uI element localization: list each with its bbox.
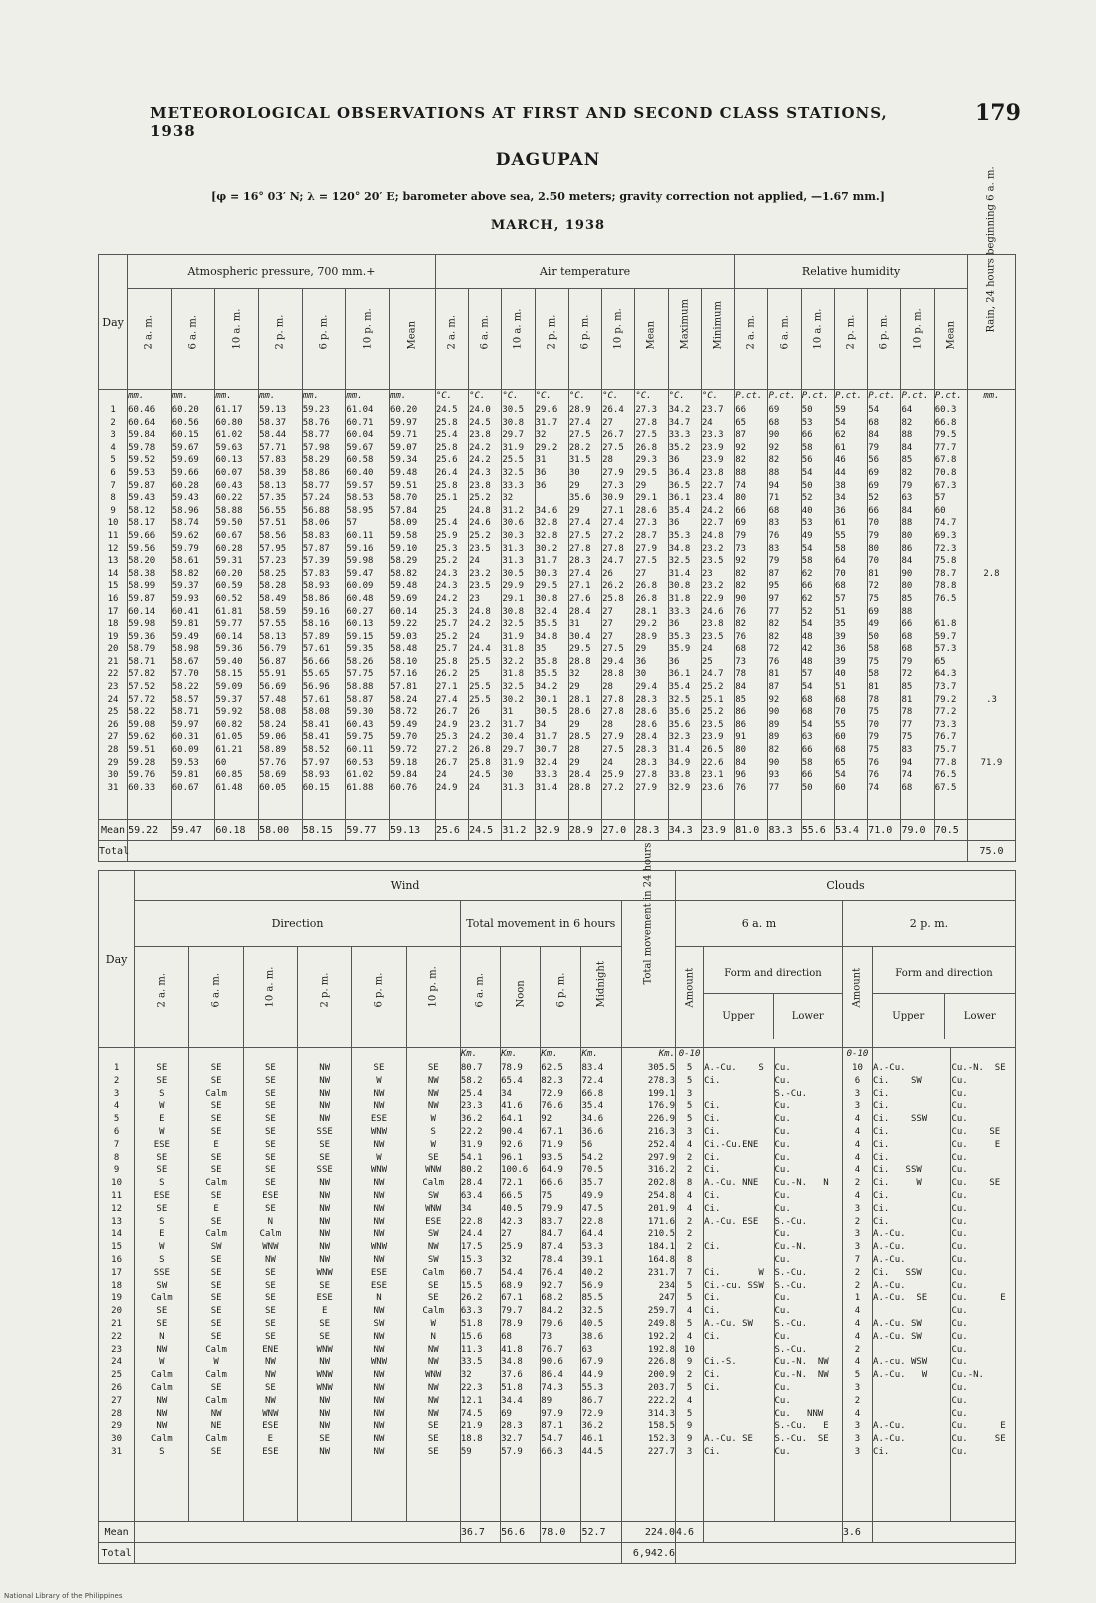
col-header: Midnight [581, 947, 621, 1048]
mean-value: 34.3 [668, 820, 701, 841]
humidity-6am: P.ct. 69 68 90 92 82 88 94 71 68 83 76 83 79 87 95 97 77 82 82 72 76 81 87 92 90 89 89 82 90 93 77 [768, 390, 801, 820]
mean-value: 59.47 [171, 820, 215, 841]
mean-value: 28.9 [568, 820, 601, 841]
col-header: 2 p. m. [834, 289, 867, 390]
mean-value: 27.0 [602, 820, 635, 841]
col-header: 10 a. m. [215, 289, 259, 390]
col-header: 6 a. m. [460, 947, 500, 1048]
station-name: DAGUPAN [495, 150, 601, 170]
clouds-2pm-upper: A.-Cu. Ci. SW Ci. Ci. Ci. SSW Ci. Ci. Ci. Ci. SSW Ci. W Ci. Ci. Ci. A.-Cu. A.-Cu. A.-Cu. Ci. SSW A.-Cu. A.-Cu. SE A.-Cu. SW A.-Cu. SW A.-cu. WSW A.-Cu. W A.-Cu. A.-Cu. Ci. [873, 1048, 951, 1522]
library-footer: National Library of the Philippines [4, 1592, 123, 1600]
movement24-header: Total movement in 24 hours [621, 901, 675, 1048]
clouds-group-header: Clouds [676, 871, 1016, 901]
humidity-10am: P.ct. 50 53 66 58 56 54 50 52 40 53 49 54 58 62 66 62 52 54 48 42 48 57 54 68 68 54 63 66 58 66 50 [801, 390, 834, 820]
mean-value: 55.6 [801, 820, 834, 841]
col-header: 6 p. m. [541, 947, 581, 1048]
mean-value: 78.0 [541, 1522, 581, 1543]
amount-header: Amount [676, 947, 704, 1048]
col-header: 2 p. m. [535, 289, 568, 390]
lower-header: Lower [963, 1011, 996, 1022]
rain-header: Rain, 24 hours beginning 6 a. m. [967, 255, 1015, 390]
mean-value: 31.2 [502, 820, 535, 841]
wind-dir-10am: SE SE SE SE SE SE SE SE SE SE ESE SE N Calm WNW NW SE SE SE SE SE SE ENE NW NW SE NW WNW ESE E ESE [243, 1048, 297, 1522]
clouds-6am-lower: Cu. Cu. S.-Cu. Cu. Cu. Cu. Cu. Cu. Cu. Cu.-N. N Cu. Cu. S.-Cu. Cu. Cu.-N. Cu. S.-Cu. S.-Cu. Cu. Cu. S.-Cu. Cu. S.-Cu. Cu.-N. NW Cu.-N. NW Cu. Cu. Cu. NNW S.-Cu. E S.-Cu. SE Cu. [774, 1048, 842, 1522]
col-header: 2 a. m. [435, 289, 468, 390]
mean-value: 59.13 [390, 820, 436, 841]
page-title: METEOROLOGICAL OBSERVATIONS AT FIRST AND SECOND CLASS STATIONS, 1938 [150, 104, 888, 140]
mean-value: 60.18 [215, 820, 259, 841]
mean-value: 24.5 [469, 820, 502, 841]
movement-noon: Km. 78.9 65.4 34 41.6 64.1 90.4 92.6 96.1 100.6 72.1 66.5 40.5 42.3 27 25.9 32 54.4 68.9 67.1 79.7 78.9 68 41.8 34.8 37.6 51.8 34.4 69 28.3 32.7 57.9 [501, 1048, 541, 1522]
col-header: 10 a. m. [801, 289, 834, 390]
clouds-2pm-header: 2 p. m. [842, 901, 1015, 947]
temp-10am: °C. 30.5 30.8 29.7 31.9 25.5 32.5 33.3 32 31.2 30.6 30.3 31.3 31.3 30.5 29.9 29.1 30.8 32.5 31.9 31.8 32.2 31.8 32.5 30.2 31 31.7 30.4 29.7 31.9 30 31.3 [502, 390, 535, 820]
col-header: 2 p. m. [259, 289, 303, 390]
movement-6am: Km. 80.7 58.2 25.4 23.3 36.2 22.2 31.9 54.1 80.2 28.4 63.4 34 22.8 24.4 17.5 15.3 60.7 15.5 26.2 63.3 51.8 15.6 11.3 33.5 32 22.3 12.1 74.5 21.9 18.8 59 [460, 1048, 500, 1522]
day-header: Day [99, 871, 135, 1048]
temp-minimum: °C. 23.7 24 23.3 23.9 23.9 23.8 22.7 23.4 24.2 22.7 24.8 23.2 23.5 23 23.2 22.9 24.6 23.8 23.5 24 25 24.7 25.2 25.1 25.2 23.5 23.9 26.5 22.6 23.1 23.6 [701, 390, 734, 820]
col-header: 10 p. m. [346, 289, 390, 390]
col-header: Mean [934, 289, 967, 390]
temperature-group-header: Air temperature [435, 255, 734, 289]
col-header: 6 p. m. [352, 947, 406, 1048]
direction-header: Direction [135, 901, 461, 947]
mean-value [967, 820, 1015, 841]
mean-value: 53.4 [834, 820, 867, 841]
clouds-6am-upper: A.-Cu. S Ci. Ci. Ci. Ci. Ci.-Cu.ENE Ci. Ci. A.-Cu. NNE Ci. Ci. A.-Cu. ESE Ci. Ci. W Ci.-cu. SSW Ci. Ci. A.-Cu. SW Ci. Ci.-S. Ci. Ci. A.-Cu. SE Ci. [704, 1048, 774, 1522]
total-row-blank [128, 841, 968, 862]
pressure-10pm: mm. 61.04 60.71 60.04 59.67 60.58 60.40 59.57 58.53 58.95 57 60.11 59.16 59.98 59.47 60.09 60.48 60.27 60.13 59.15 59.35 58.26 57.75 58.88 58.87 59.30 60.43 59.75 60.11 60.53 61.02 61.88 [346, 390, 390, 820]
mean-value: 4.6 [676, 1522, 704, 1543]
wind-group-header: Wind [135, 871, 676, 901]
day-numbers: 1 2 3 4 5 6 7 8 9 10 11 12 13 14 15 16 17 18 19 20 21 22 23 24 25 26 27 28 29 30 31 [99, 1048, 135, 1522]
col-header: 10 p. m. [602, 289, 635, 390]
wind-dir-2pm: NW NW NW NW NW SSE SE SE SSE NW NW NW NW NW NW NW WNW SE ESE E SE SE WNW NW WNW WNW NW NW NW SE NW [298, 1048, 352, 1522]
humidity-2pm: P.ct. 59 54 62 61 46 44 38 34 36 61 55 58 64 70 68 57 51 35 39 36 39 40 51 68 70 55 60 68 65 54 60 [834, 390, 867, 820]
mean-value: 59.22 [128, 820, 172, 841]
movement-midnight: Km. 83.4 72.4 66.8 35.4 34.6 36.6 56 54.2 70.5 35.7 49.9 47.5 22.8 64.4 53.3 39.1 40.2 56.9 85.5 32.5 40.5 38.6 63 67.9 44.9 55.3 86.7 72.9 36.2 46.1 44.5 [581, 1048, 621, 1522]
total-row-blank [676, 1543, 1016, 1564]
temp-6pm: °C. 28.9 27.4 27.5 28.2 31.5 30 29 35.6 29 27.4 27.5 27.8 28.3 27.4 27.1 27.6 28.4 31 30.4 29.5 28.8 32 29 28.1 28.6 29 28.5 28 29 28.4 28.8 [568, 390, 601, 820]
col-header: Mean [390, 289, 436, 390]
mean-value: 59.77 [346, 820, 390, 841]
mean-row-blank [873, 1522, 1016, 1543]
day-header: Day [99, 255, 128, 390]
pressure-group-header: Atmospheric pressure, 700 mm.+ [128, 255, 436, 289]
mean-value: 23.9 [701, 820, 734, 841]
total-row-label: Total [99, 1543, 135, 1564]
station-coordinates: [φ = 16° 03′ N; λ = 120° 20′ E; barometer above sea, 2.50 meters; gravity correction not applied, —1.67 mm.] [211, 190, 885, 203]
col-header: 2 a. m. [135, 947, 189, 1048]
mean-value: 25.6 [435, 820, 468, 841]
mean-value: 28.3 [635, 820, 668, 841]
rain-24h: mm. 2.8 .3 71.9 [967, 390, 1015, 820]
col-header: 10 a. m. [502, 289, 535, 390]
temp-maximum: °C. 34.2 34.7 33.3 35.2 36 36.4 36.5 36.1 35.4 36 35.3 34.8 32.5 31.4 30.8 31.8 33.3 36 35.3 35.9 36 36.1 35.4 32.5 35.6 35.6 32.3 31.4 34.9 33.8 32.9 [668, 390, 701, 820]
mean-row-label: Mean [99, 820, 128, 841]
mean-value: 58.15 [302, 820, 346, 841]
wind-dir-6am: SE SE Calm SE SE SE E SE SE Calm SE E SE Calm SW SE SE SE SE SE SE SE Calm W Calm SE Calm NW NE Calm SE [189, 1048, 243, 1522]
upper-header: Upper [704, 994, 773, 1039]
temp-2am: °C. 24.5 25.8 25.4 25.8 25.6 26.4 25.8 25.1 25 25.4 25.9 25.3 25.2 24.3 24.3 24.2 25.3 25.7 25.2 25.7 25.8 26.2 27.1 27.4 26.7 24.9 25.3 27.2 26.7 24 24.9 [435, 390, 468, 820]
total-row-label: Total [99, 841, 128, 862]
pressure-6am: mm. 60.20 60.56 60.15 59.67 59.69 59.66 60.28 59.43 58.96 58.74 59.62 59.79 58.61 58.82 59.37 59.93 60.41 59.81 59.49 58.98 58.67 57.70 58.22 58.57 58.71 59.97 60.31 60.09 59.53 59.81 60.67 [171, 390, 215, 820]
temp-2pm: °C. 29.6 31.7 32 29.2 31 36 36 34.6 32.8 32.8 30.2 31.7 30.3 29.5 30.8 32.4 35.5 34.8 35 35.8 35.5 34.2 30.1 30.5 34 31.7 30.7 32.4 33.3 31.4 [535, 390, 568, 820]
humidity-10pm: P.ct. 64 82 88 84 85 82 79 63 84 88 80 86 84 90 80 85 88 66 68 68 79 72 85 81 78 77 75 83 94 74 68 [901, 390, 934, 820]
col-header: 2 a. m. [128, 289, 172, 390]
mean-value: 58.00 [259, 820, 303, 841]
mean-value: 3.6 [842, 1522, 872, 1543]
pressure-10am: mm. 61.17 60.80 61.02 59.63 60.13 60.07 60.43 60.22 58.88 59.50 60.67 60.28 59.31 60.20 60.59 60.52 61.81 59.77 60.14 59.36 59.40 58.15 59.09 59.37 59.92 60.82 61.05 61.21 60 60.85 61.48 [215, 390, 259, 820]
pressure-2pm: mm. 59.13 58.37 58.44 57.71 57.83 58.39 58.13 57.35 56.55 57.51 58.56 57.95 57.23 58.25 58.28 58.49 58.59 57.55 58.13 56.79 56.87 55.91 56.69 57.48 58.08 58.24 59.06 58.89 57.76 58.69 60.05 [259, 390, 303, 820]
col-header: 10 a. m. [243, 947, 297, 1048]
clouds-2pm-lower: Cu.-N. SE Cu. Cu. Cu. Cu. Cu. SE Cu. E Cu. Cu. Cu. SE Cu. Cu. Cu. Cu. Cu. Cu. Cu. Cu. Cu. E Cu. Cu. Cu. Cu. Cu. Cu.-N. Cu. Cu. Cu. Cu. E Cu. SE Cu. [951, 1048, 1016, 1522]
upper-header: Upper [873, 994, 944, 1039]
movement6-header: Total movement in 6 hours [460, 901, 621, 947]
day-numbers: 1 2 3 4 5 6 7 8 9 10 11 12 13 14 15 16 17 18 19 20 21 22 23 24 25 26 27 28 29 30 31 [99, 390, 128, 820]
col-header: 6 p. m. [868, 289, 901, 390]
form-direction-header: Form and direction Upper Lower [873, 947, 1016, 1048]
mean-value: 32.9 [535, 820, 568, 841]
clouds-6am-header: 6 a. m [676, 901, 843, 947]
mean-value: 52.7 [581, 1522, 621, 1543]
total-rain: 75.0 [967, 841, 1015, 862]
col-header: Mean [635, 289, 668, 390]
movement-6pm: Km. 62.5 82.3 72.9 76.6 92 67.1 71.9 93.5 64.9 66.6 75 79.9 83.7 84.7 87.4 78.4 76.4 92.7 68.2 84.2 79.6 73 76.7 90.6 86.4 74.3 89 97.9 87.1 54.7 66.3 [541, 1048, 581, 1522]
col-header: 2 a. m. [735, 289, 768, 390]
page-number: 179 [975, 100, 1021, 126]
mean-value: 71.0 [868, 820, 901, 841]
humidity-6pm: P.ct. 54 68 84 79 56 69 69 52 66 70 79 80 70 81 72 75 69 49 50 58 75 58 81 78 75 70 79 75 76 76 74 [868, 390, 901, 820]
mean-value: 83.3 [768, 820, 801, 841]
col-header: 2 p. m. [298, 947, 352, 1048]
movement-24h: Km. 305.5 278.3 199.1 176.9 226.9 216.3 252.4 297.9 316.2 202.8 254.8 201.9 171.6 210.5 184.1 164.8 231.7 234 247 259.7 249.8 192.2 192.8 226.8 200.9 203.7 222.2 314.3 158.5 152.3 227.7 [621, 1048, 675, 1522]
mean-value: 81.0 [735, 820, 768, 841]
temp-10pm: °C. 26.4 27 26.7 27.5 28 27.9 27.3 30.9 27.1 27.4 27.2 27.8 24.7 26 26.2 25.8 27 27 27 27.5 29.4 28.8 28 27.8 27.8 28 27.9 27.5 24 25.9 27.2 [602, 390, 635, 820]
lower-header: Lower [791, 1011, 824, 1022]
form-direction-header: Form and direction Upper Lower [704, 947, 843, 1048]
temp-6am: °C. 24.0 24.5 23.8 24.2 24.2 24.3 23.8 25.2 24.8 24.6 25.2 23.5 24 23.2 23.5 23 24.8 24.2 24 24.4 25.5 25 25.5 25.5 26 23.2 24.2 26.8 25.8 24.5 24 [469, 390, 502, 820]
col-header: Noon [501, 947, 541, 1048]
humidity-group-header: Relative humidity [735, 255, 968, 289]
col-header: 10 p. m. [901, 289, 934, 390]
col-header: 6 p. m. [302, 289, 346, 390]
mean-row-label: Mean [99, 1522, 135, 1543]
humidity-mean: P.ct. 60.3 66.8 79.5 77.7 67.8 70.8 67.3 57 60 74.7 69.3 72.3 75.8 78.7 78.8 76.5 61.8 59.7 57.3 65 64.3 73.7 79.2 77.2 73.3 76.7 75.7 77.8 76.5 67.5 [934, 390, 967, 820]
col-header: Maximum [668, 289, 701, 390]
amount-header: Amount [842, 947, 872, 1048]
pressure-6pm: mm. 59.23 58.76 58.77 57.98 58.29 58.86 58.77 57.24 56.88 58.06 58.83 57.87 57.39 57.83 58.93 58.86 59.16 58.16 57.89 57.61 56.66 55.65 56.96 57.61 58.08 58.41 58.41 58.52 57.97 58.93 60.15 [302, 390, 346, 820]
wind-dir-2am: SE SE S W E W ESE SE SE S ESE SE S E W S SSE SW Calm SE SE N NW W Calm Calm NW NW NW Calm S [135, 1048, 189, 1522]
clouds-2pm-amount: 0-10 10 6 3 3 4 4 4 4 4 2 4 3 2 3 3 7 2 2 1 4 4 4 2 4 5 3 2 4 3 3 3 [842, 1048, 872, 1522]
month-heading: MARCH, 1938 [490, 218, 606, 233]
mean-row-blank [704, 1522, 843, 1543]
col-header: 6 a. m. [189, 947, 243, 1048]
humidity-2am: P.ct. 66 65 87 92 82 88 74 80 66 69 79 73 92 82 82 90 76 82 76 68 73 78 84 85 86 86 91 80 84 96 76 [735, 390, 768, 820]
temp-mean: °C. 27.3 27.8 27.5 26.8 29.3 29.5 29 29.1 28.6 27.3 28.7 27.9 27.5 27 26.8 26.8 28.1 29.2 28.9 29 36 30 29.4 28.3 28.6 28.6 28.4 28.3 28.3 27.8 27.9 [635, 390, 668, 820]
col-header: 6 a. m. [768, 289, 801, 390]
mean-row-blank [135, 1522, 461, 1543]
col-header: 10 p. m. [406, 947, 460, 1048]
mean-value: 36.7 [460, 1522, 500, 1543]
total-row-blank [135, 1543, 622, 1564]
pressure-mean: mm. 60.20 59.97 59.71 59.07 59.34 59.48 59.51 58.70 57.84 58.09 59.58 59.10 58.29 58.82 59.48 59.69 60.14 59.22 59.03 58.48 58.10 57.16 57.81 58.24 58.72 59.49 59.70 59.72 59.18 59.84 60.76 [390, 390, 436, 820]
clouds-6am-amount: 0-10 5 5 3 5 5 3 4 2 2 8 4 4 2 2 2 8 7 5 5 4 5 4 10 9 2 5 4 5 9 9 3 [676, 1048, 704, 1522]
mean-value: 56.6 [501, 1522, 541, 1543]
col-header: Minimum [701, 289, 734, 390]
wind-dir-10pm: SE NW NW NW W S W SE WNW Calm SW WNW ESE SW NW SW Calm SE SE Calm W N NW NW WNW NW NW NW SE SE SE [406, 1048, 460, 1522]
pressure-2am: mm. 60.46 60.64 59.84 59.78 59.52 59.53 59.87 59.43 58.12 58.17 59.66 59.56 58.20 58.38 58.99 59.87 60.14 59.98 59.36 58.79 58.71 57.82 57.52 57.72 58.22 59.08 59.62 59.51 59.28 59.76 60.33 [128, 390, 172, 820]
total-movement-24h: 6,942.6 [621, 1543, 675, 1564]
col-header: 6 a. m. [171, 289, 215, 390]
col-header: 6 p. m. [568, 289, 601, 390]
mean-value: 70.5 [934, 820, 967, 841]
mean-value: 224.0 [621, 1522, 675, 1543]
col-header: 6 a. m. [469, 289, 502, 390]
wind-dir-6pm: SE W NW NW ESE WNW NW W WNW NW NW NW NW NW WNW NW ESE ESE N NW SW NW NW WNW NW NW NW NW NW NW NW [352, 1048, 406, 1522]
mean-value: 79.0 [901, 820, 934, 841]
